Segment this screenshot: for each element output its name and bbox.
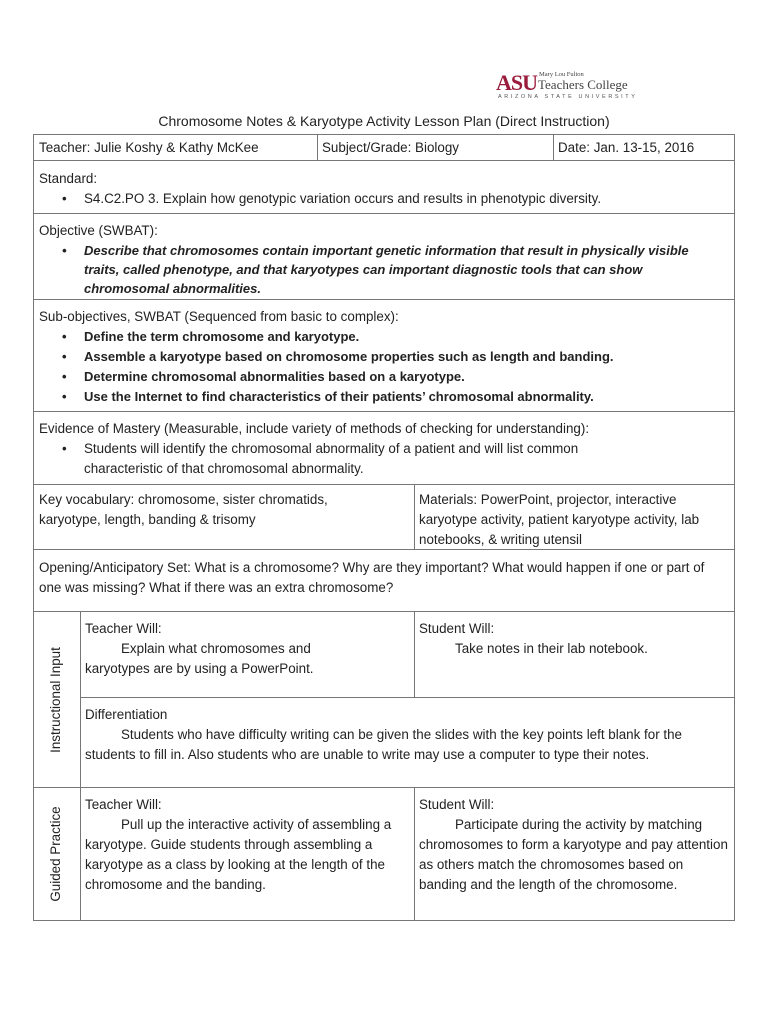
ii-student-cell <box>414 616 734 662</box>
gp-teacher-label: Teacher Will: <box>85 797 162 812</box>
objective-item: • Describe that chromosomes contain important genetic information that result in physically visible traits, called phenotype, and that karyotypes can important diagnostic tools that can show chromosomal abnormalities. <box>39 241 729 298</box>
asu-teachers-college-logo <box>496 70 636 104</box>
standard-label: Standard: <box>39 171 98 186</box>
evidence-section <box>34 416 734 482</box>
instructional-input-label: Instructional Input <box>48 647 63 753</box>
evidence-label: Evidence of Mastery (Measurable, include variety of methods of checking for understanding): <box>39 421 590 436</box>
logo-line1: Mary Lou Fulton <box>539 71 584 78</box>
differentiation-label: Differentiation <box>85 707 168 722</box>
subject-cell: Subject/Grade: Biology <box>322 140 459 155</box>
ii-student-text: Take notes in their lab notebook. <box>455 641 648 656</box>
ii-teacher-label: Teacher Will: <box>85 621 162 636</box>
logo-line2: Teachers College <box>538 77 628 92</box>
ii-teacher-text: Explain what chromosomes and karyotypes are by using a PowerPoint. <box>85 641 314 676</box>
gp-student-cell <box>414 792 734 898</box>
key-vocabulary-cell: Key vocabulary: chromosome, sister chromatids, karyotype, length, banding & trisomy <box>39 492 328 527</box>
sub-objective-item: • Define the term chromosome and karyotype. <box>39 327 729 347</box>
differentiation-text: Students who have difficulty writing can be given the slides with the key points left blank for the students to fill in. Also students who are unable to write may use a computer to type their notes. <box>85 727 682 762</box>
teacher-cell: Teacher: Julie Koshy & Kathy McKee <box>39 140 259 155</box>
ii-teacher-cell <box>80 616 414 682</box>
differentiation-cell <box>80 702 734 768</box>
page-title: Chromosome Notes & Karyotype Activity Lesson Plan (Direct Instruction) <box>158 113 610 129</box>
sub-objective-item: • Use the Internet to find characteristics of their patients’ chromosomal abnormality. <box>39 387 729 407</box>
gp-teacher-cell <box>80 792 414 898</box>
sub-objectives-section <box>34 304 734 410</box>
sub-objective-item: • Assemble a karyotype based on chromosome properties such as length and banding. <box>39 347 729 367</box>
objective-label: Objective (SWBAT): <box>39 223 158 238</box>
materials-cell: Materials: PowerPoint, projector, interactive karyotype activity, patient karyotype activity, lab notebooks, & writing utensil <box>419 492 700 547</box>
gp-student-label: Student Will: <box>419 797 495 812</box>
logo-university: ARIZONA STATE UNIVERSITY <box>498 94 638 100</box>
evidence-item: • Students will identify the chromosomal abnormality of a patient and will list common characteristic of that chromosomal abnormality. <box>39 439 729 479</box>
sub-objective-item: • Determine chromosomal abnormalities based on a karyotype. <box>39 367 729 387</box>
gp-student-text: Participate during the activity by matching chromosomes to form a karyotype and pay attention as others match the chromosomes based on banding and the length of the chromosome. <box>419 817 728 892</box>
asu-logo-mark: ASU <box>496 70 538 95</box>
sub-objectives-label: Sub-objectives, SWBAT (Sequenced from basic to complex): <box>39 309 399 324</box>
standard-section <box>34 166 734 212</box>
gp-teacher-text: Pull up the interactive activity of assembling a karyotype. Guide students through assembling a karyotype as a class by looking at the length of the chromosome and the banding. <box>85 817 392 892</box>
objective-section <box>34 218 734 301</box>
guided-practice-label: Guided Practice <box>48 806 63 902</box>
date-cell: Date: Jan. 13-15, 2016 <box>558 140 695 155</box>
header-row <box>33 134 735 161</box>
standard-item: • S4.C2.PO 3. Explain how genotypic variation occurs and results in phenotypic diversity. <box>39 189 729 209</box>
lesson-body <box>33 160 735 921</box>
ii-student-label: Student Will: <box>419 621 495 636</box>
opening-section: Opening/Anticipatory Set: What is a chromosome? Why are they important? What would happen if one or part of one was missing? What if there was an extra chromosome? <box>39 560 705 595</box>
